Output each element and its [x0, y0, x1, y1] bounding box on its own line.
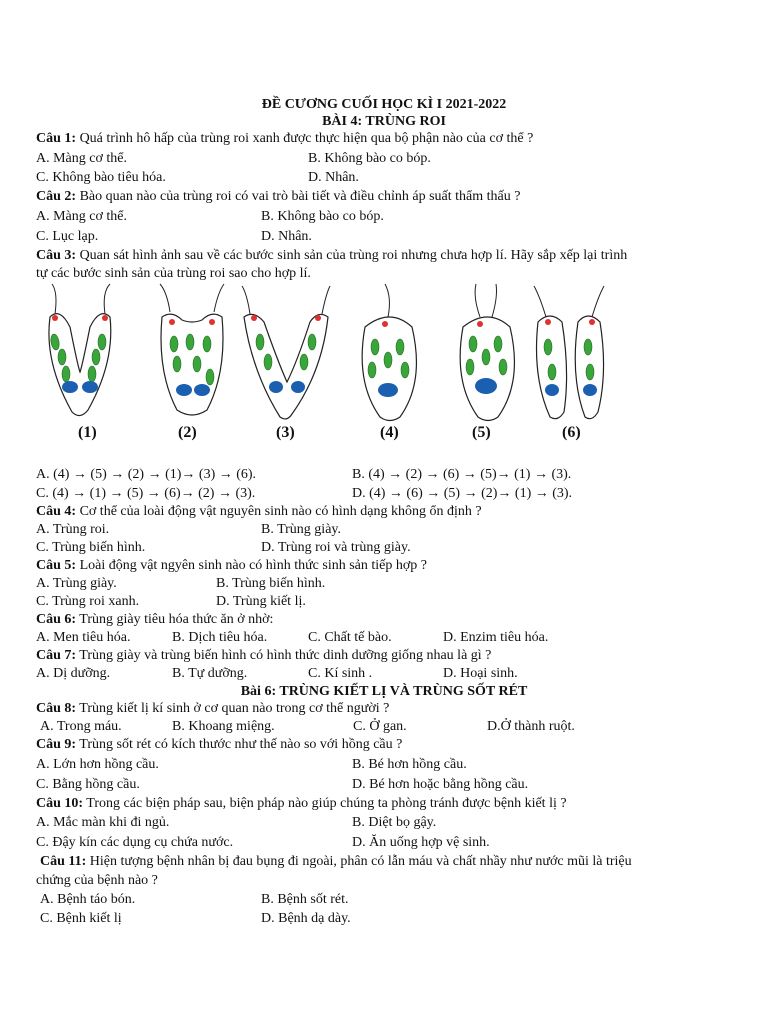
- question-label: Câu 7:: [36, 648, 77, 663]
- option-b: B. Không bào co bóp.: [308, 151, 431, 166]
- question-text: Trùng kiết lị kí sinh ở cơ quan nào trong cơ thể người ?: [76, 701, 390, 716]
- question-text: Trùng giày và trùng biến hình có hình thức dinh dưỡng giống nhau là gì ?: [76, 648, 492, 663]
- figure-label-2: (2): [178, 424, 197, 441]
- option-b: B. Không bào co bóp.: [261, 209, 384, 224]
- lesson-6-heading: Bài 6: TRÙNG KIẾT LỊ VÀ TRÙNG SỐT RÉT: [240, 684, 528, 699]
- document-title: ĐỀ CƯƠNG CUỐI HỌC KÌ I 2021-2022: [261, 97, 507, 112]
- option-b: B. Khoang miệng.: [172, 719, 275, 734]
- question-text: Trùng sốt rét có kích thước như thế nào so với hồng cầu ?: [76, 737, 403, 752]
- option-d: D. Hoại sinh.: [443, 666, 518, 681]
- figure-label-6: (6): [562, 424, 581, 441]
- option-c: C. Đậy kín các dụng cụ chứa nước.: [36, 835, 234, 850]
- option-d: D. Bệnh dạ dày.: [261, 911, 351, 926]
- option-c: C. Kí sinh .: [308, 666, 373, 681]
- question-label: Câu 9:: [36, 737, 77, 752]
- euglena-stage-3-image: [242, 286, 330, 419]
- option-c: C. Ở gan.: [353, 719, 407, 734]
- option-a: A. (4) → (5) → (2) → (1)→ (3) → (6).: [36, 467, 257, 482]
- euglena-stage-6-image: [534, 286, 604, 419]
- option-d: D. Nhân.: [261, 229, 312, 244]
- option-a: A. Màng cơ thể.: [36, 151, 127, 166]
- question-text: Bào quan nào của trùng roi có vai trò bài tiết và điều chỉnh áp suất thẩm thấu ?: [76, 189, 521, 204]
- question-text: Cơ thể của loài động vật nguyên sinh nào có hình dạng không ổn định ?: [76, 504, 482, 519]
- option-a: A. Màng cơ thể.: [36, 209, 127, 224]
- option-b: B. Dịch tiêu hóa.: [172, 630, 268, 645]
- question-text: Trong các biện pháp sau, biện pháp nào giúp chúng ta phòng tránh được bệnh kiết lị ?: [83, 796, 567, 811]
- option-a: A. Trùng roi.: [36, 522, 110, 537]
- question-label: Câu 4:: [36, 504, 77, 519]
- option-b: B. (4) → (2) → (6) → (5)→ (1) → (3).: [352, 467, 572, 482]
- figure-label-3: (3): [276, 424, 295, 441]
- option-c: C. Bệnh kiết lị: [40, 911, 122, 926]
- question-7: [36, 647, 491, 664]
- option-c: C. Chất tế bào.: [308, 630, 392, 645]
- option-a: A. Trùng giày.: [36, 576, 117, 591]
- question-3: [36, 247, 627, 264]
- question-text: Hiện tượng bệnh nhân bị đau bụng đi ngoài, phân có lẫn máu và chất nhầy như nước mũi là triệu: [86, 854, 632, 869]
- question-label: Câu 8:: [36, 701, 77, 716]
- question-4: [36, 503, 482, 520]
- question-11-continued: chứng của bệnh nào ?: [36, 873, 158, 888]
- option-b: B. Trùng biến hình.: [216, 576, 326, 591]
- question-label: Câu 2:: [36, 189, 77, 204]
- question-6: [36, 611, 273, 628]
- option-b: B. Tự dưỡng.: [172, 666, 248, 681]
- option-d: D. Ăn uống hợp vệ sinh.: [352, 835, 490, 850]
- question-label: Câu 10:: [36, 796, 84, 811]
- question-9: [36, 736, 402, 753]
- option-c: C. (4) → (1) → (5) → (6)→ (2) → (3).: [36, 486, 256, 501]
- option-b: B. Trùng giày.: [261, 522, 342, 537]
- question-8: [36, 700, 389, 717]
- question-label: Câu 1:: [36, 131, 77, 146]
- option-c: C. Bằng hồng cầu.: [36, 777, 140, 792]
- question-label: Câu 11:: [40, 854, 87, 869]
- question-label: Câu 6:: [36, 612, 77, 627]
- option-b: B. Bệnh sốt rét.: [261, 892, 349, 907]
- question-5: [36, 557, 427, 574]
- euglena-stage-1-image: [49, 284, 111, 416]
- question-label: Câu 3:: [36, 248, 77, 263]
- question-1: [36, 130, 533, 147]
- option-a: A. Mắc màn khi đi ngủ.: [36, 815, 170, 830]
- question-3-continued: tự các bước sinh sản của trùng roi sao cho hợp lí.: [36, 266, 311, 281]
- question-text: Loài động vật ngyên sinh nào có hình thức sinh sản tiếp hợp ?: [76, 558, 427, 573]
- question-text: Trùng giày tiêu hóa thức ăn ở nhờ:: [76, 612, 274, 627]
- option-d: D. Trùng roi và trùng giày.: [261, 540, 411, 555]
- option-a: A. Lớn hơn hồng cầu.: [36, 757, 159, 772]
- option-c: C. Trùng roi xanh.: [36, 594, 140, 609]
- option-c: C. Trùng biến hình.: [36, 540, 146, 555]
- question-label: Câu 5:: [36, 558, 77, 573]
- option-a: A. Dị dưỡng.: [36, 666, 111, 681]
- option-b: B. Diệt bọ gậy.: [352, 815, 437, 830]
- question-2: [36, 188, 520, 205]
- lesson-4-heading: BÀI 4: TRÙNG ROI: [322, 114, 446, 129]
- option-c: C. Không bào tiêu hóa.: [36, 170, 166, 185]
- question-11: [40, 853, 632, 870]
- question-10: [36, 795, 567, 812]
- figure-label-5: (5): [472, 424, 491, 441]
- option-d: D. Enzim tiêu hóa.: [443, 630, 549, 645]
- euglena-reproduction-figure: [30, 282, 630, 447]
- option-a: A. Bệnh táo bón.: [40, 892, 136, 907]
- option-d: D. (4) → (6) → (5) → (2)→ (1) → (3).: [352, 486, 573, 501]
- option-a: A. Men tiêu hóa.: [36, 630, 131, 645]
- question-text: Quá trình hô hấp của trùng roi xanh được thực hiện qua bộ phận nào của cơ thể ?: [76, 131, 534, 146]
- option-a: A. Trong máu.: [40, 719, 122, 734]
- euglena-stage-2-image: [160, 284, 224, 415]
- option-d: D. Bé hơn hoặc bằng hồng cầu.: [352, 777, 529, 792]
- option-d: D. Trùng kiết lị.: [216, 594, 306, 609]
- euglena-stage-4-image: [362, 284, 416, 421]
- option-c: C. Lục lạp.: [36, 229, 99, 244]
- option-d: D. Nhân.: [308, 170, 359, 185]
- figure-label-4: (4): [380, 424, 399, 441]
- euglena-stage-5-image: [460, 284, 514, 421]
- figure-label-1: (1): [78, 424, 97, 441]
- option-d: D.Ở thành ruột.: [487, 719, 575, 734]
- question-text: Quan sát hình ảnh sau về các bước sinh sản của trùng roi nhưng chưa hợp lí. Hãy sắp xếp lại trình: [76, 248, 628, 263]
- option-b: B. Bé hơn hồng cầu.: [352, 757, 467, 772]
